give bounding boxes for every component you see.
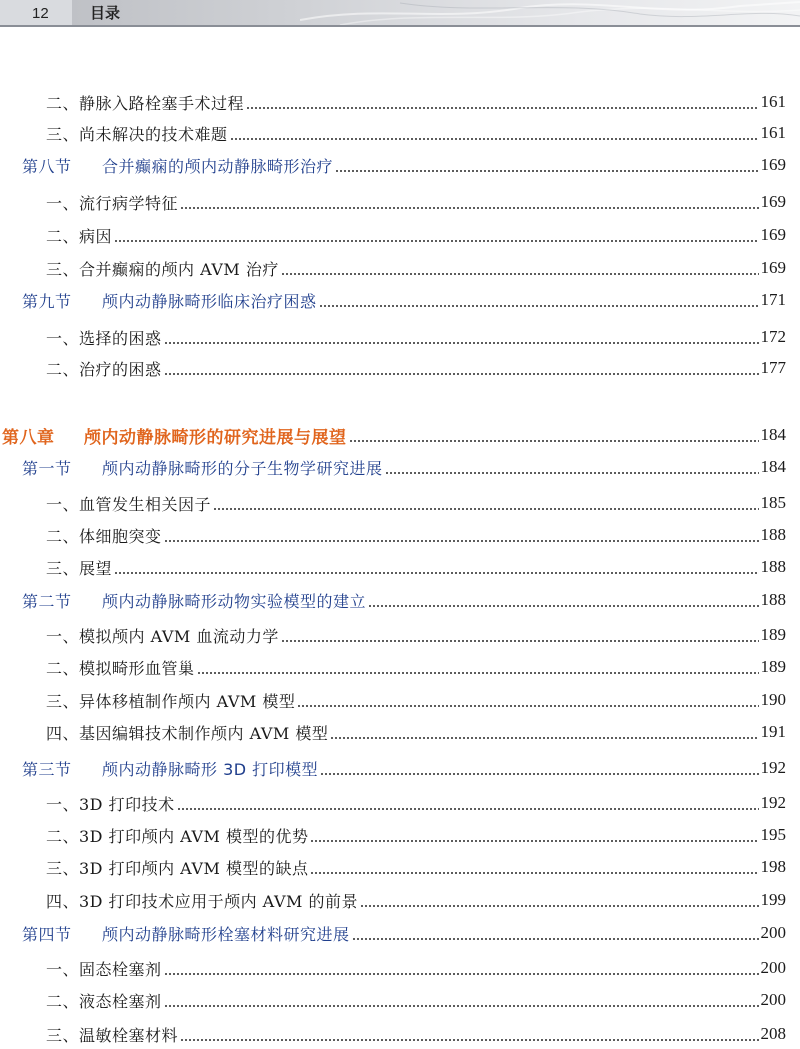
toc-item-row[interactable]: [0, 620, 786, 650]
toc-page-number: 177: [760, 358, 786, 377]
toc-item-row[interactable]: [0, 488, 786, 518]
toc-entry-text: 二、病因: [46, 226, 113, 246]
toc-item-row[interactable]: [0, 652, 786, 682]
toc-page-number: 161: [760, 123, 786, 142]
toc-page-number: 190: [760, 690, 786, 709]
toc-entry-title: [0, 191, 178, 214]
toc-entry-title: [0, 589, 366, 612]
toc-page-number: 171: [760, 290, 786, 309]
leader-dots: [164, 973, 759, 975]
toc-entry-title: [0, 792, 175, 815]
toc-item-row[interactable]: [0, 87, 786, 117]
running-title: 目录: [72, 0, 800, 27]
toc-entry-text: 四、3D 打印技术应用于颅内 AVM 的前景: [46, 891, 358, 911]
toc-entry-text: 颅内动静脉畸形栓塞材料研究进展: [102, 924, 350, 944]
toc-section-row[interactable]: [0, 150, 786, 180]
toc-page-number: 198: [760, 857, 786, 876]
toc-page-number: 188: [760, 590, 786, 609]
toc-item-row[interactable]: [0, 520, 786, 550]
toc-page-number: 192: [760, 758, 786, 777]
toc-entry-title: [0, 922, 350, 945]
leader-dots: [230, 138, 759, 140]
toc-item-row[interactable]: [0, 353, 786, 383]
toc-item-row[interactable]: [0, 1019, 786, 1049]
toc-page-number: 184: [760, 425, 786, 444]
toc-entry-text: 一、固态栓塞剂: [46, 959, 162, 979]
toc-page-number: 188: [760, 557, 786, 576]
toc-page-number: 200: [760, 958, 786, 977]
leader-dots: [180, 207, 758, 209]
toc-entry-text: 一、流行病学特征: [46, 193, 179, 213]
toc-item-row[interactable]: [0, 717, 786, 747]
toc-entry-title: [0, 456, 383, 479]
toc-entry-text: 三、尚未解决的技术难题: [46, 124, 228, 144]
toc-entry-title: [0, 326, 162, 349]
toc-entry-title: [0, 423, 347, 448]
toc-entry-text: 一、血管发生相关因子: [46, 494, 212, 514]
toc-entry-text: 一、3D 打印技术: [46, 794, 175, 814]
toc-page-number: 208: [760, 1024, 786, 1043]
toc-entry-text: 颅内动静脉畸形的分子生物学研究进展: [102, 458, 383, 478]
toc-entry-text: 二、液态栓塞剂: [46, 991, 162, 1011]
leader-dots: [335, 170, 758, 172]
leader-dots: [385, 472, 759, 474]
toc-page-number: 161: [760, 92, 786, 111]
leader-dots: [320, 773, 758, 775]
leader-dots: [360, 905, 759, 907]
toc-entry-text: 合并癫痫的颅内动静脉畸形治疗: [102, 156, 334, 176]
toc-page-number: 191: [760, 722, 786, 741]
toc-page-number: 189: [760, 657, 786, 676]
toc-section-row[interactable]: [0, 452, 786, 482]
toc-item-row[interactable]: [0, 552, 786, 582]
toc-item-row[interactable]: [0, 253, 786, 283]
toc-page-number: 200: [760, 990, 786, 1009]
toc-page-number: 169: [760, 155, 786, 174]
leader-dots: [114, 240, 758, 242]
toc-section-row[interactable]: [0, 285, 786, 315]
toc-entry-text: 二、静脉入路栓塞手术过程: [46, 93, 245, 113]
section-number: 第二节: [22, 591, 72, 611]
toc-page-number: 189: [760, 625, 786, 644]
toc-page-number: 199: [760, 890, 786, 909]
toc-page-number: 169: [760, 258, 786, 277]
leader-dots: [368, 605, 758, 607]
leader-dots: [297, 705, 758, 707]
leader-dots: [213, 508, 758, 510]
toc-item-row[interactable]: [0, 220, 786, 250]
leader-dots: [246, 107, 758, 109]
toc-item-row[interactable]: [0, 685, 786, 715]
section-number: 第一节: [22, 458, 72, 478]
toc-entry-text: 颅内动静脉畸形临床治疗困惑: [102, 291, 317, 311]
toc-entry-title: [0, 524, 162, 547]
toc-entry-title: [0, 224, 112, 247]
toc-page-number: 169: [760, 192, 786, 211]
leader-dots: [349, 440, 759, 442]
leader-dots: [319, 305, 759, 307]
leader-dots: [164, 540, 759, 542]
leader-dots: [164, 1005, 759, 1007]
leader-dots: [177, 808, 759, 810]
toc-item-row[interactable]: [0, 885, 786, 915]
toc-item-row[interactable]: [0, 187, 786, 217]
chapter-number: 第八章: [2, 427, 55, 448]
toc-page-number: 169: [760, 225, 786, 244]
toc-entry-title: [0, 91, 244, 114]
toc-item-row[interactable]: [0, 322, 786, 352]
toc-item-row[interactable]: [0, 953, 786, 983]
leader-dots: [352, 938, 759, 940]
toc-entry-title: [0, 824, 308, 847]
toc-entry-text: 二、模拟畸形血管巢: [46, 658, 195, 678]
toc-entry-text: 三、温敏栓塞材料: [46, 1025, 179, 1045]
toc-entry-title: [0, 889, 358, 912]
leader-dots: [310, 840, 758, 842]
toc-entry-text: 颅内动静脉畸形的研究进展与展望: [84, 427, 347, 448]
toc-entry-title: [0, 721, 328, 744]
toc-entry-text: 四、基因编辑技术制作颅内 AVM 模型: [46, 723, 329, 743]
toc-section-row[interactable]: [0, 918, 786, 948]
toc-entry-title: [0, 689, 295, 712]
leader-dots: [330, 737, 758, 739]
toc-entry-text: 二、3D 打印颅内 AVM 模型的优势: [46, 826, 309, 846]
toc-entry-text: 二、体细胞突变: [46, 526, 162, 546]
toc-entry-title: [0, 624, 279, 647]
toc-entry-title: [0, 492, 211, 515]
toc-entry-title: [0, 357, 162, 380]
toc-entry-text: 三、合并癫痫的颅内 AVM 治疗: [46, 259, 279, 279]
toc-item-row[interactable]: [0, 118, 786, 148]
toc-item-row[interactable]: [0, 820, 786, 850]
toc-section-row[interactable]: [0, 753, 786, 783]
toc-item-row[interactable]: [0, 788, 786, 818]
toc-entry-title: [0, 757, 318, 780]
leader-dots: [164, 373, 759, 375]
toc-entry-text: 三、展望: [46, 558, 113, 578]
toc-entry-title: [0, 122, 228, 145]
section-number: 第四节: [22, 924, 72, 944]
page-header: [0, 0, 800, 27]
toc-entry-title: [0, 556, 112, 579]
toc-entry-text: 三、异体移植制作颅内 AVM 模型: [46, 691, 296, 711]
leader-dots: [281, 273, 759, 275]
leader-dots: [164, 342, 759, 344]
toc-entry-title: [0, 289, 317, 312]
toc-page-number: 188: [760, 525, 786, 544]
leader-dots: [197, 672, 759, 674]
toc-page-number: 192: [760, 793, 786, 812]
toc-entry-title: [0, 1023, 178, 1046]
toc-entry-text: 二、治疗的困惑: [46, 359, 162, 379]
page-number: 12: [0, 0, 72, 27]
toc-entry-text: 颅内动静脉畸形 3D 打印模型: [102, 759, 319, 779]
toc-section-row[interactable]: [0, 585, 786, 615]
toc-entry-title: [0, 856, 308, 879]
toc-entry-text: 颅内动静脉畸形动物实验模型的建立: [102, 591, 367, 611]
toc-entry-text: 三、3D 打印颅内 AVM 模型的缺点: [46, 858, 309, 878]
leader-dots: [114, 572, 758, 574]
toc-item-row[interactable]: [0, 985, 786, 1015]
leader-dots: [310, 872, 758, 874]
toc-entry-title: [0, 656, 195, 679]
leader-dots: [281, 640, 759, 642]
toc-entry-title: [0, 257, 279, 280]
toc-page-number: 195: [760, 825, 786, 844]
toc-page-number: 200: [760, 923, 786, 942]
section-number: 第九节: [22, 291, 72, 311]
toc-page-number: 172: [760, 327, 786, 346]
section-number: 第三节: [22, 759, 72, 779]
toc-entry-title: [0, 989, 162, 1012]
toc-entry-text: 一、选择的困惑: [46, 328, 162, 348]
toc-item-row[interactable]: [0, 852, 786, 882]
section-number: 第八节: [22, 156, 72, 176]
toc-entry-title: [0, 957, 162, 980]
leader-dots: [180, 1039, 758, 1041]
toc-chapter-row[interactable]: [0, 420, 786, 450]
toc-page-number: 184: [760, 457, 786, 476]
toc-entry-title: [0, 154, 333, 177]
toc-entry-text: 一、模拟颅内 AVM 血流动力学: [46, 626, 279, 646]
toc-page-number: 185: [760, 493, 786, 512]
